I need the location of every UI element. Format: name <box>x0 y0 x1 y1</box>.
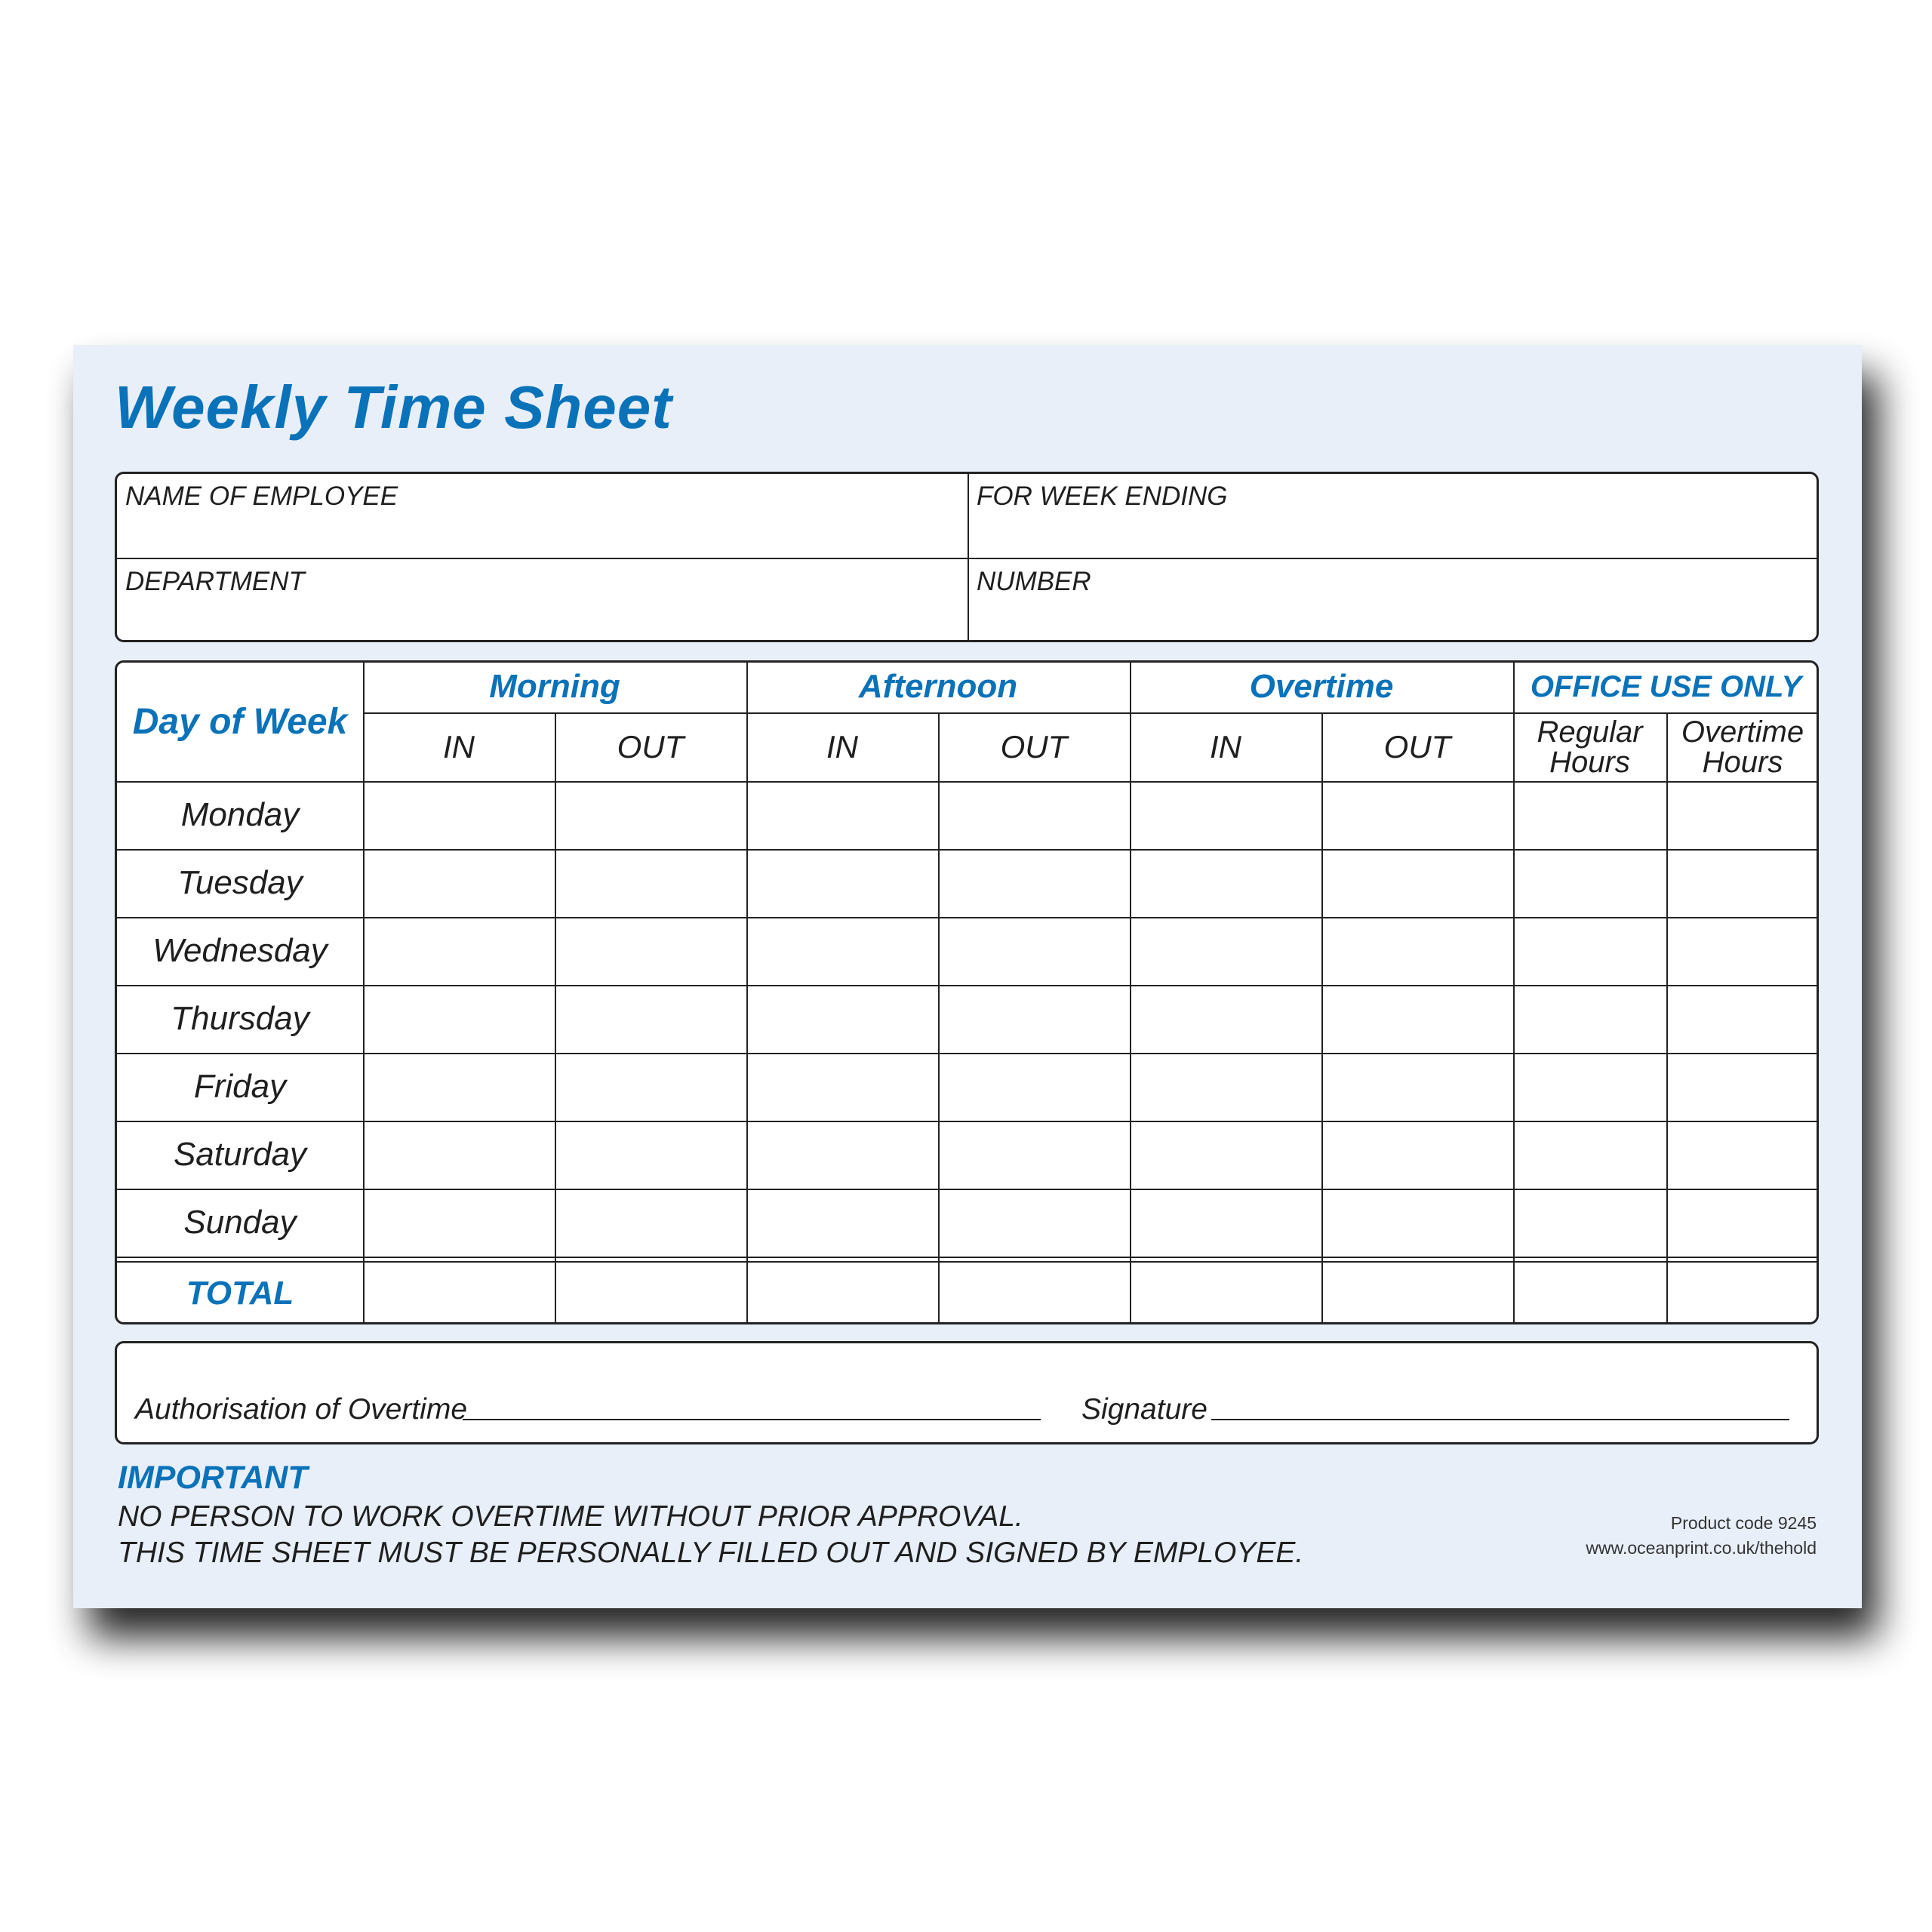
row-line <box>117 849 1817 851</box>
department-field[interactable]: DEPARTMENT <box>125 567 305 596</box>
overtime-out-header: OUT <box>1383 728 1451 764</box>
afternoon-header: Afternoon <box>858 668 1018 705</box>
total-label: TOTAL <box>186 1275 294 1312</box>
overtime-hours-line1: Overtime <box>1681 715 1804 749</box>
name-of-employee-field[interactable]: NAME OF EMPLOYEE <box>125 481 398 511</box>
authorisation-box <box>115 1341 1819 1444</box>
morning-out-header: OUT <box>617 728 685 764</box>
website-text: www.oceanprint.co.uk/thehold <box>1586 1538 1817 1558</box>
day-label-tuesday: Tuesday <box>177 864 303 901</box>
signature-label: Signature <box>1081 1393 1208 1426</box>
office-use-only-header: OFFICE USE ONLY <box>1530 670 1802 703</box>
authorisation-signature-line[interactable] <box>463 1419 1041 1420</box>
employee-info-box <box>115 472 1819 642</box>
afternoon-out-header: OUT <box>1000 728 1068 764</box>
overtime-in-header: IN <box>1210 728 1241 764</box>
col-line <box>1321 712 1323 1322</box>
info-divider-vertical <box>968 474 969 640</box>
col-line <box>1666 712 1668 1322</box>
overtime-hours-line2: Hours <box>1702 745 1783 779</box>
row-line <box>117 985 1817 986</box>
info-divider-horizontal <box>117 558 1817 559</box>
day-label-monday: Monday <box>180 796 300 833</box>
row-line <box>117 1257 1817 1258</box>
row-line <box>117 1189 1817 1190</box>
day-label-thursday: Thursday <box>171 1000 309 1037</box>
regular-hours-line1: Regular <box>1537 715 1643 749</box>
day-label-wednesday: Wednesday <box>152 932 328 969</box>
col-line <box>555 712 556 1322</box>
page-title: Weekly Time Sheet <box>115 374 672 441</box>
row-line <box>117 917 1817 918</box>
regular-hours-line2: Hours <box>1549 745 1630 779</box>
afternoon-in-header: IN <box>826 728 858 764</box>
col-line <box>938 712 940 1322</box>
product-code: Product code 9245 <box>1670 1513 1817 1533</box>
row-line <box>117 1121 1817 1122</box>
overtime-hours-header <box>1666 712 1819 781</box>
time-table <box>115 660 1819 1324</box>
day-of-week-header: Day of Week <box>132 701 348 742</box>
row-line <box>117 1053 1817 1054</box>
important-title: IMPORTANT <box>118 1460 308 1496</box>
total-double-line <box>117 1261 1817 1263</box>
day-label-sunday: Sunday <box>183 1204 297 1241</box>
morning-in-header: IN <box>443 728 475 764</box>
overtime-header: Overtime <box>1249 668 1394 705</box>
regular-hours-header <box>1513 712 1666 781</box>
authorisation-of-overtime-label: Authorisation of Overtime <box>135 1393 468 1426</box>
day-label-saturday: Saturday <box>173 1136 307 1173</box>
important-line-1: NO PERSON TO WORK OVERTIME WITHOUT PRIOR APPROVAL. <box>118 1500 1023 1533</box>
row-line <box>117 781 1817 783</box>
morning-header: Morning <box>489 668 620 705</box>
number-field[interactable]: NUMBER <box>977 567 1091 596</box>
important-line-2: THIS TIME SHEET MUST BE PERSONALLY FILLED OUT AND SIGNED BY EMPLOYEE. <box>118 1537 1304 1569</box>
signature-line[interactable] <box>1211 1419 1789 1420</box>
day-label-friday: Friday <box>193 1068 287 1105</box>
week-ending-field[interactable]: FOR WEEK ENDING <box>977 481 1228 511</box>
